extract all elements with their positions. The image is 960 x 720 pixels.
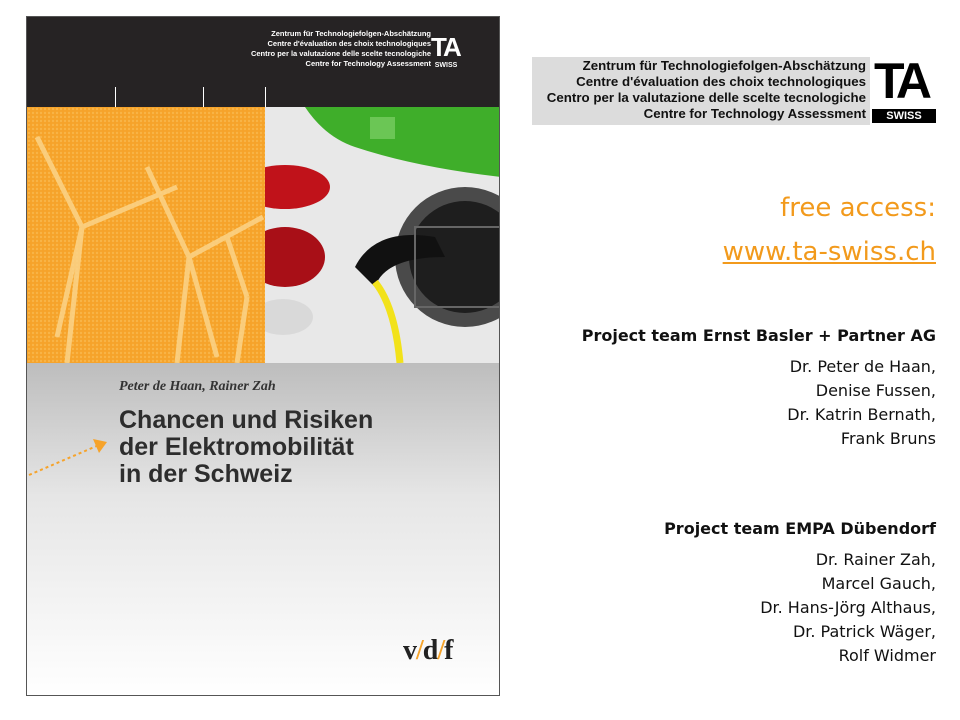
team-member: Rolf Widmer [838, 646, 936, 665]
institute-line: Zentrum für Technologiefolgen-Abschätzung [582, 58, 866, 73]
team-member: Dr. Hans-Jörg Althaus, [760, 598, 936, 617]
cover-institute-line: Zentrum für Technologiefolgen-Abschätzung [271, 29, 431, 38]
electric-car-illustration [265, 107, 500, 363]
logo-swiss: SWISS [872, 109, 936, 123]
cover-institute-line: Centre d'évaluation des choix technologiques [267, 39, 431, 48]
team-heading: Project team Ernst Basler + Partner AG [581, 326, 936, 345]
publisher-letter: v [403, 635, 416, 666]
team-member: Marcel Gauch, [821, 574, 936, 593]
ta-swiss-logo [870, 53, 938, 125]
cover-header-band [27, 17, 499, 107]
cover-logo-swiss: SWISS [434, 62, 458, 69]
team-ernst-basler [582, 326, 936, 451]
team-member: Dr. Patrick Wäger, [792, 622, 936, 641]
ta-swiss-banner [532, 53, 938, 125]
wind-turbine-illustration [27, 107, 265, 363]
cover-title-line: in der Schweiz [119, 460, 293, 488]
cover-electric-car-image [265, 107, 500, 363]
cover-logo-ta: TA [431, 32, 460, 62]
cover-wind-turbine-image [27, 107, 265, 363]
institute-line: Centro per la valutazione delle scelte tecnologiche [546, 90, 866, 105]
cover-authors: Peter de Haan, Rainer Zah [119, 379, 276, 394]
team-member: Dr. Katrin Bernath, [787, 405, 936, 424]
cover-divider-tick [265, 87, 266, 107]
cover-lower-panel [27, 363, 499, 696]
team-member: Dr. Rainer Zah, [815, 550, 936, 569]
institute-names [547, 58, 866, 122]
website-link[interactable]: www.ta-swiss.ch [722, 237, 936, 267]
free-access-label: free access: [780, 193, 936, 223]
book-cover [26, 16, 500, 696]
cover-title-line: der Elektromobilität [119, 433, 354, 461]
cover-title-line: Chancen und Risiken [119, 406, 374, 434]
team-heading: Project team EMPA Dübendorf [664, 519, 936, 538]
publisher-slash: / [437, 635, 445, 666]
publisher-letter: f [444, 635, 453, 666]
cover-ta-swiss-logo [431, 33, 461, 71]
team-member: Frank Bruns [840, 429, 936, 448]
team-member: Dr. Peter de Haan, [789, 357, 936, 376]
cover-institute-line: Centro per la valutazione delle scelte tecnologiche [250, 49, 431, 58]
cover-divider-tick [203, 87, 204, 107]
institute-line: Centre d'évaluation des choix technologiques [576, 74, 866, 89]
cover-institute-names [251, 29, 431, 69]
team-empa [664, 519, 936, 668]
cover-divider-tick [115, 87, 116, 107]
free-access-block [723, 186, 936, 274]
logo-ta: TA [874, 53, 927, 109]
team-member: Denise Fussen, [815, 381, 936, 400]
cover-institute-line: Centre for Technology Assessment [305, 59, 431, 68]
publisher-slash: / [416, 635, 423, 666]
institute-line: Centre for Technology Assessment [643, 106, 866, 121]
cover-book-title [119, 407, 373, 488]
publisher-logo-vdf [403, 635, 452, 667]
publisher-letter: d [422, 635, 438, 666]
dotted-arrow-icon [27, 423, 117, 483]
